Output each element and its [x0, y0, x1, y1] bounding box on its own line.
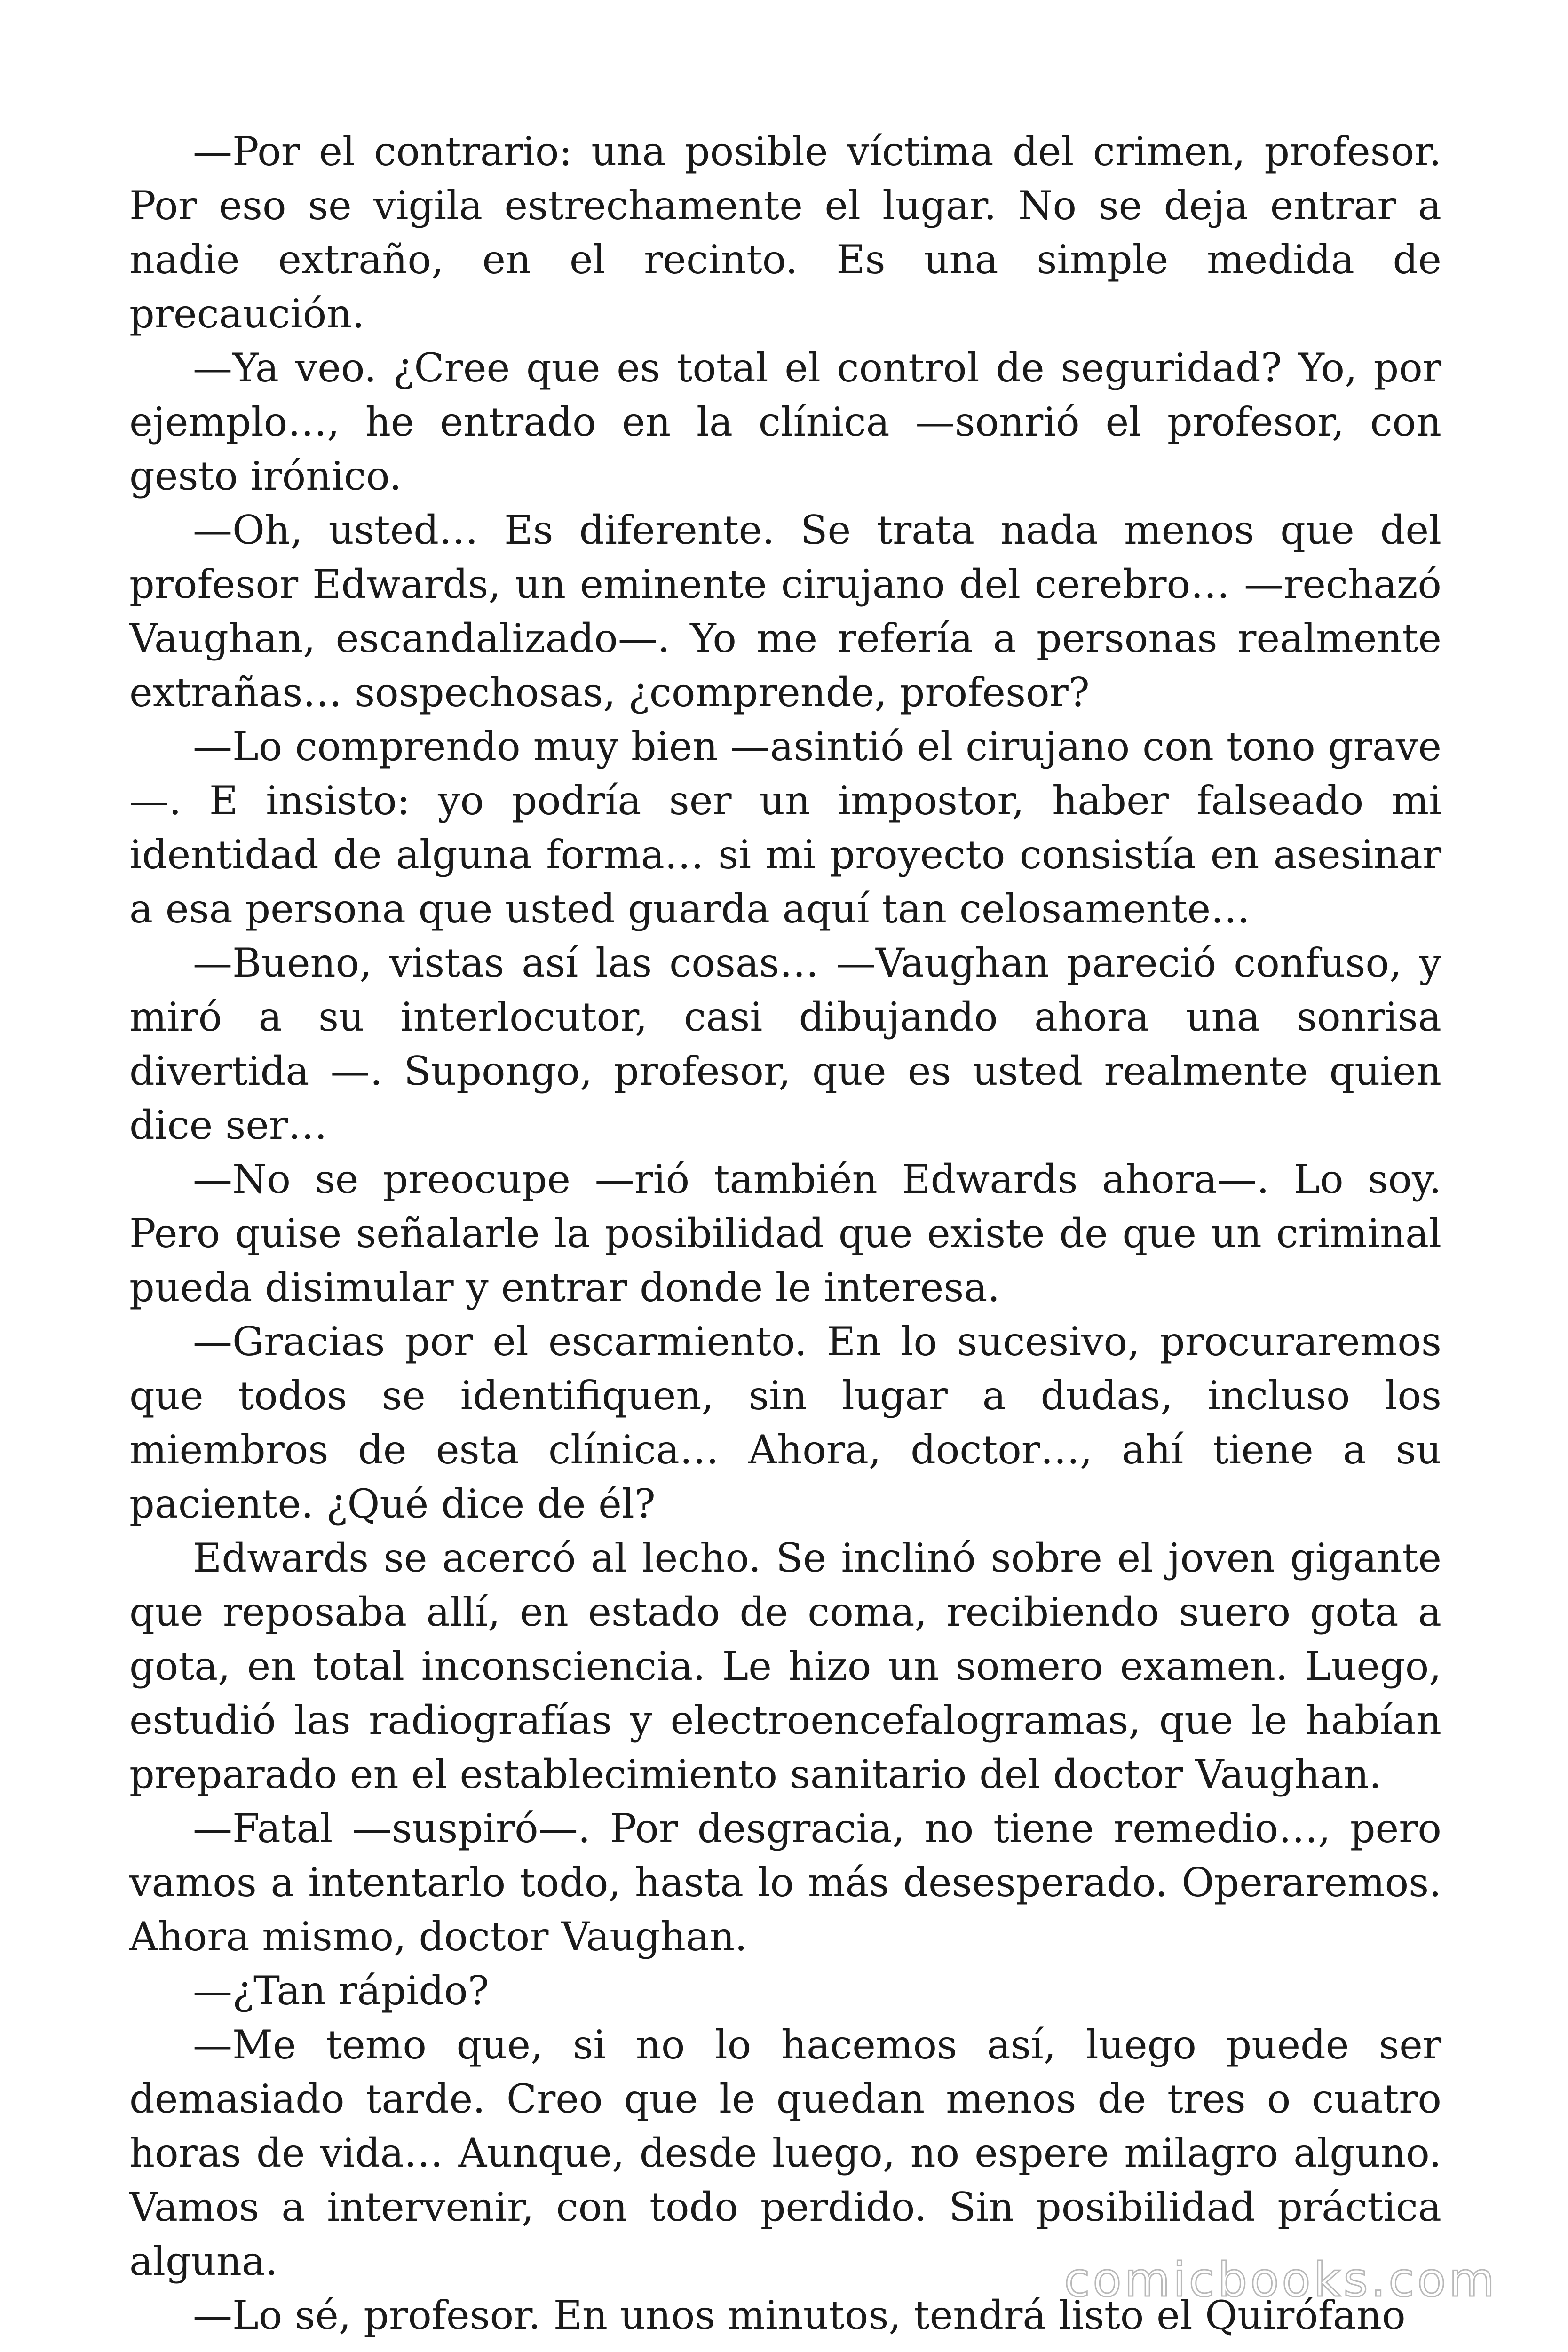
paragraph-8: Edwards se acercó al lecho. Se inclinó sobre el joven gigante que reposaba allí, en estado de coma, recibiendo suero gota a gota, en total inconsciencia. Le hizo un somero examen. Luego, estudió las radiografías y electroencefalogramas, que le habían preparado en el establecimiento sanitario del doctor Vaughan. [129, 1535, 1441, 1797]
page-body [129, 125, 1441, 2343]
paragraph-9: —Fatal —suspiró—. Por desgracia, no tiene remedio…, pero vamos a intentarlo todo, hasta lo más desesperado. Operaremos. Ahora mismo, doctor Vaughan. [129, 1805, 1441, 1960]
paragraph-2: —Ya veo. ¿Cree que es total el control de seguridad? Yo, por ejemplo…, he entrado en la clínica —sonrió el profesor, con gesto irónico. [129, 345, 1441, 499]
paragraph-3: —Oh, usted… Es diferente. Se trata nada menos que del profesor Edwards, un eminente cirujano del cerebro… —rechazó Vaughan, escandalizado—. Yo me refería a personas realmente extrañas… sospechosas, ¿comprende, profesor? [129, 507, 1441, 715]
paragraph-12: —Lo sé, profesor. En unos minutos, tendrá listo el Quirófano [193, 2292, 1406, 2338]
paragraph-4: —Lo comprendo muy bien —asintió el cirujano con tono grave —. E insisto: yo podría ser un impostor, haber falseado mi identidad de alguna forma… si mi proyecto consistía en asesinar a esa persona que usted guarda aquí tan celosamente… [129, 723, 1441, 932]
watermark: comicbooks.com [1064, 2252, 1497, 2307]
paragraph-6: —No se preocupe —rió también Edwards ahora—. Lo soy. Pero quise señalarle la posibilidad que existe de que un criminal pueda disimular y entrar donde le interesa. [129, 1156, 1441, 1311]
paragraph-7: —Gracias por el escarmiento. En lo sucesivo, procuraremos que todos se identifiquen, sin lugar a dudas, incluso los miembros de esta clínica… Ahora, doctor…, ahí tiene a su paciente. ¿Qué dice de él? [129, 1319, 1441, 1527]
paragraph-11: —Me temo que, si no lo hacemos así, luego puede ser demasiado tarde. Creo que le quedan menos de tres o cuatro horas de vida… Aunque, desde luego, no espere milagro alguno. Vamos a intervenir, con todo perdido. Sin posibilidad práctica alguna. [129, 2022, 1441, 2284]
paragraph-5: —Bueno, vistas así las cosas… —Vaughan pareció confuso, y miró a su interlocutor, casi dibujando ahora una sonrisa divertida —. Supongo, profesor, que es usted realmente quien dice ser… [129, 940, 1441, 1148]
paragraph-1: —Por el contrario: una posible víctima del crimen, profesor. Por eso se vigila estrechamente el lugar. No se deja entrar a nadie extraño, en el recinto. Es una simple medida de precaución. [129, 128, 1441, 337]
paragraph-10: —¿Tan rápido? [193, 1968, 489, 2014]
